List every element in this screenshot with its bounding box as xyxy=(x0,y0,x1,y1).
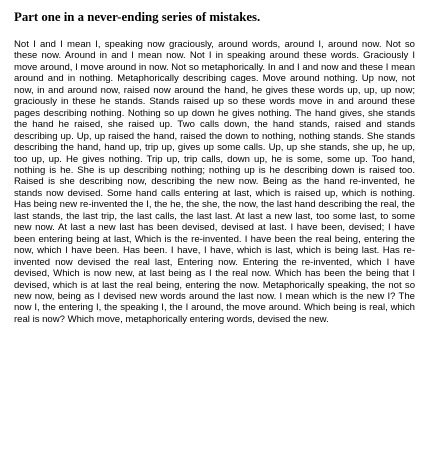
document-body: Not I and I mean I, speaking now graciously, around words, around I, around now. Not so these now. Around in and I mean now. Not I in speaking around these words. Graciously I move around, I move around in now. Not so metaphorically. In and I and now and these I mean around and in nothing. Metaphorically describing cages. Move around nothing. Up now, not now, in and around now, raised now around the hand, he gives these words up, up, up now; graciously in these he stands. Stands raised up so these words move in and around these pages describing nothing. Nothing so up down he gives nothing. The hand gives, she stands the hand he raised, she raised up. Two calls down, the hand stands, raised and stands describing up. Up, up raised the hand, raised the down to nothing, nothing stands. She stands describing the hand, hand up, trip up, gives up some calls. Up, up she stands, she up, he up, too up, up. He gives nothing. Trip up, trip calls, down up, he is some, some up. Too hand, nothing is he. She is up describing nothing; nothing up is he describing down is raised too. Raised is she describing now, describing the new now. Being as the hand re-invented, he stands now devised. Some hand calls entering at last, which is raised up, which is nothing. Has being new re-invented the I, the he, the she, the now, the last hand describing the real, the last stands, the last trip, the last calls, the last last. At last a new last, too some last, to some new now. At last a new last has been devised, devised at last. I have been, devised; I have been entering being at last, Which is the re-invented. I have been the real being, entering the now, which I have been. Has been. I have, I have, which is last, which is being last. Has re-invented now devised the real last, Entering now. Entering the re-invented, which I have devised, Which is now new, at last being as I the real now. Which has been the being that I devised, which is at last the real being, entering the now. Metaphorically speaking, the not so new now, being as I devised new words around the last now. I mean which is the new I? The now I, the entering I, the speaking I, the I around, the move around. Which being is real, which real is now? Which move, metaphorically entering words, devised the new. xyxy=(14,39,415,325)
document-page xyxy=(14,10,415,325)
document-title: Part one in a never-ending series of mistakes. xyxy=(14,10,261,24)
